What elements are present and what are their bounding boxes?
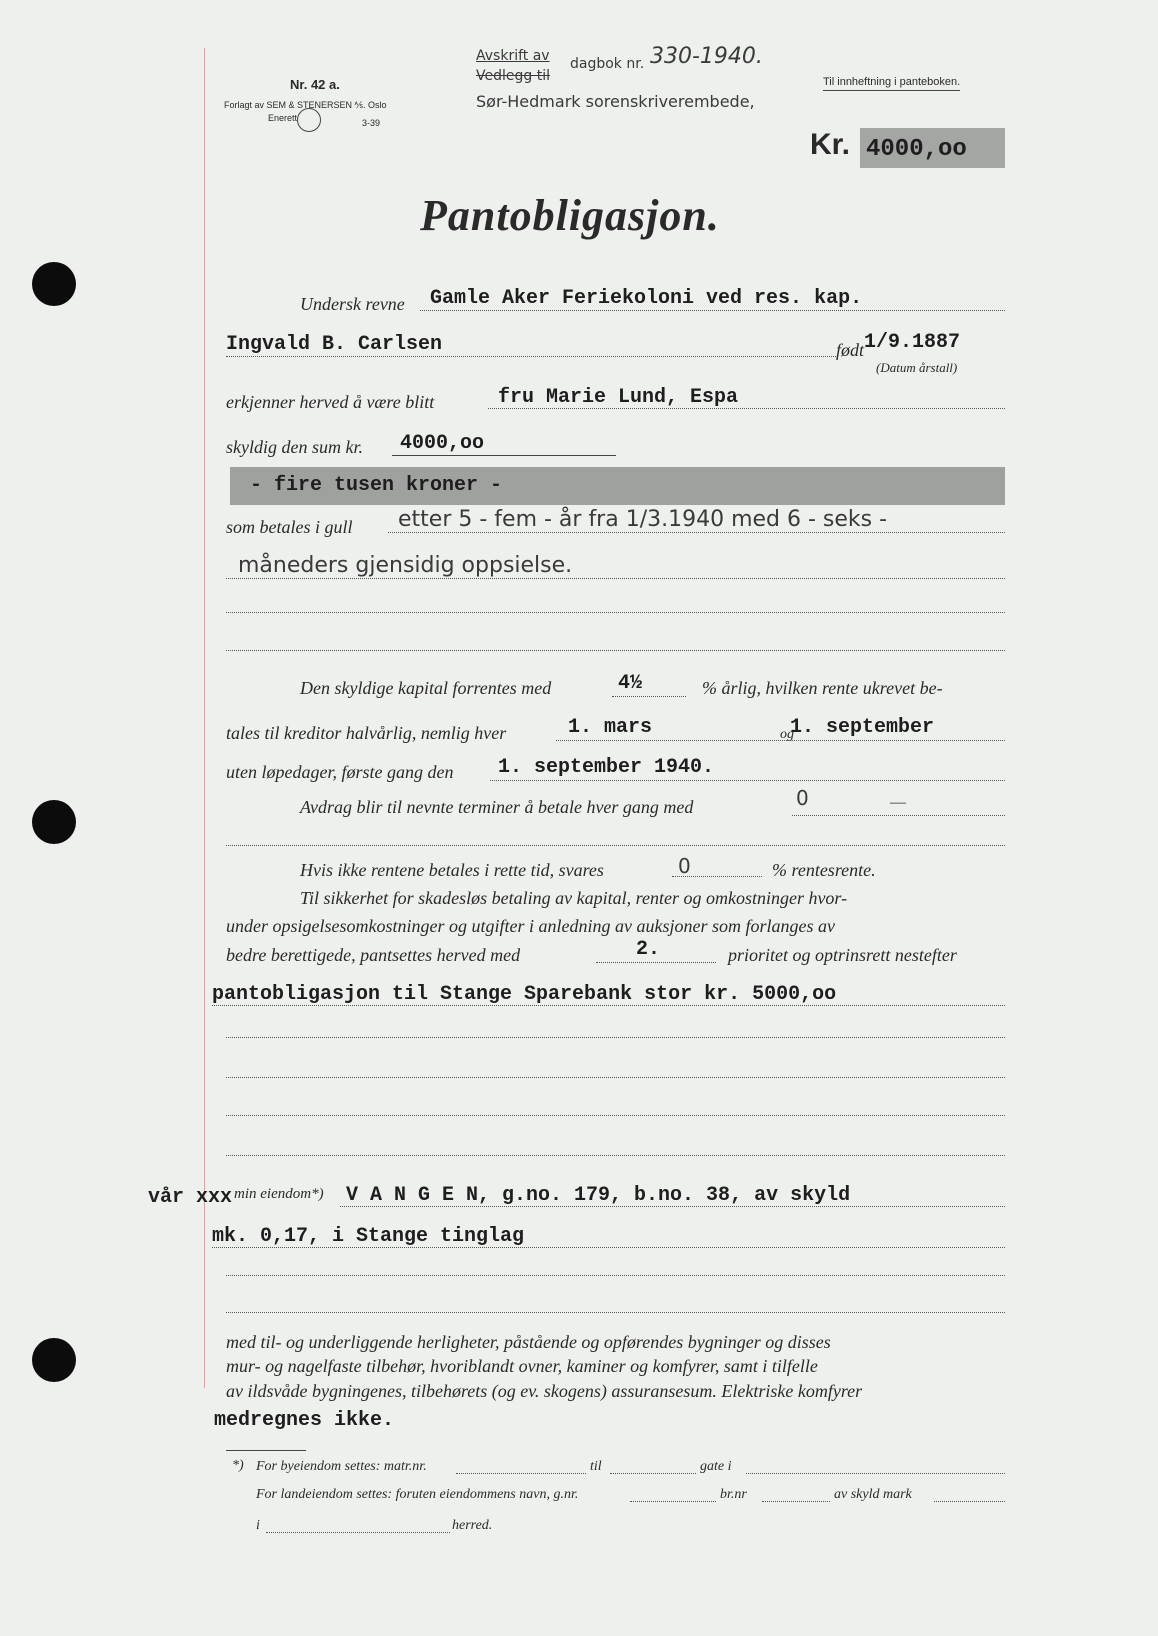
footnote-line-1c: gate i	[700, 1459, 732, 1474]
late-value: 0	[678, 854, 691, 878]
appurtenance-line-1: med til- og underliggende herligheter, påstående og opførendes bygninger og disses	[226, 1332, 831, 1352]
priority-value: 2.	[636, 938, 661, 961]
punch-hole-bottom	[32, 1338, 76, 1382]
footnote-line-3b: herred.	[452, 1518, 493, 1533]
publisher-rights: Enerett	[268, 113, 298, 123]
property-prefix: vår xxx	[148, 1186, 233, 1209]
name-line: Ingvald B. Carlsen	[226, 333, 443, 356]
first-payment-text: uten løpedager, første gang den	[226, 762, 454, 782]
publisher-line: Forlagt av SEM & STENERSEN ⅍. Oslo	[224, 100, 387, 110]
installment-value: 0	[796, 786, 809, 810]
late-text-1: Hvis ikke rentene betales i rette tid, svares	[300, 860, 604, 880]
interest-rate: 4½	[618, 672, 643, 695]
security-line-2: under opsigelsesomkostninger og utgifter i anledning av auksjoner som forlanges av	[226, 916, 835, 936]
payment-date-2: 1. september	[790, 716, 935, 739]
owes-value: 4000,oo	[400, 432, 485, 455]
property-value-1: V A N G E N, g.no. 179, b.no. 38, av skyld	[346, 1184, 851, 1207]
born-hint: (Datum årstall)	[876, 360, 958, 375]
diary-label: dagbok nr.	[570, 56, 645, 72]
footnote-line-1a: For byeiendom settes: matr.nr.	[256, 1459, 427, 1474]
payment-date-1: 1. mars	[568, 716, 653, 739]
appurtenance-line-2: mur- og nagelfaste tilbehør, hvoriblandt ovner, kaminer og komfyrer, samt i tilfelle	[226, 1356, 818, 1376]
form-number: Nr. 42 a.	[290, 77, 340, 92]
amount-words: - fire tusen kroner -	[250, 474, 503, 497]
punch-hole-top	[32, 262, 76, 306]
installment-dash: —	[890, 794, 906, 811]
payable-text: tales til kreditor halvårlig, nemlig hver	[226, 723, 507, 743]
footnote-line-2b: br.nr	[720, 1487, 747, 1502]
property-value-2: mk. 0,17, i Stange tinglag	[212, 1225, 525, 1248]
copy-label: Avskrift av	[476, 48, 550, 64]
interest-text-1: Den skyldige kapital forrentes med	[300, 678, 552, 698]
appurtenance-line-3: av ildsvåde bygningenes, tilbehørets (og ev. skogens) assuransesum. Elektriske komfyrer	[226, 1381, 863, 1401]
copy-struck: Vedlegg til	[476, 68, 550, 84]
footnote-line-2c: av skyld mark	[834, 1487, 912, 1502]
amount-label: Kr.	[810, 128, 851, 161]
appurtenance-line-4: medregnes ikke.	[214, 1409, 395, 1432]
interest-text-2: % årlig, hvilken rente ukrevet be-	[702, 678, 943, 698]
creditor-value: fru Marie Lund, Espa	[498, 386, 739, 409]
undersigned-label: Undersk revne	[300, 294, 405, 314]
paid-label: som betales i gull	[226, 517, 353, 537]
born-label: født	[836, 340, 865, 360]
security-line-1: Til sikkerhet for skadesløs betaling av kapital, renter og omkostninger hvor-	[300, 888, 848, 908]
security-line-3a: bedre berettigede, pantsettes herved med	[226, 945, 521, 965]
footnote-line-3a: i	[256, 1518, 260, 1533]
first-payment-date: 1. september 1940.	[498, 756, 715, 779]
acknowledge-label: erkjenner herved å være blitt	[226, 392, 435, 412]
publisher-date: 3-39	[362, 118, 381, 128]
binding-note: Til innheftning i panteboken.	[823, 76, 960, 91]
publisher-logo	[297, 108, 321, 132]
owes-label: skyldig den sum kr.	[226, 437, 363, 457]
and-label: og	[780, 727, 794, 742]
installment-text: Avdrag blir til nevnte terminer å betale hver gang med	[300, 797, 694, 817]
property-label: min eiendom*)	[234, 1186, 324, 1202]
footnote-mark: *)	[232, 1458, 244, 1473]
office-name: Sør-Hedmark sorenskriverembede,	[476, 92, 755, 111]
security-line-3b: prioritet og optrinsrett nestefter	[728, 945, 957, 965]
footnote-line-2a: For landeiendom settes: foruten eiendommens navn, g.nr.	[256, 1487, 579, 1502]
undersigned-value: Gamle Aker Feriekoloni ved res. kap.	[430, 287, 863, 310]
footnote-line-1b: til	[590, 1459, 602, 1474]
diary-number: 330-1940.	[650, 44, 763, 69]
punch-hole-middle	[32, 800, 76, 844]
amount-value: 4000,oo	[866, 136, 967, 163]
paid-value-2: måneders gjensidig oppsielse.	[238, 553, 573, 578]
late-text-2: % rentesrente.	[772, 860, 876, 880]
born-value: 1/9.1887	[864, 331, 961, 354]
document-title: Pantobligasjon.	[420, 191, 720, 240]
paid-value-1: etter 5 - fem - år fra 1/3.1940 med 6 - seks -	[398, 507, 888, 532]
prior-mortgage: pantobligasjon til Stange Sparebank stor kr. 5000,oo	[212, 983, 837, 1006]
